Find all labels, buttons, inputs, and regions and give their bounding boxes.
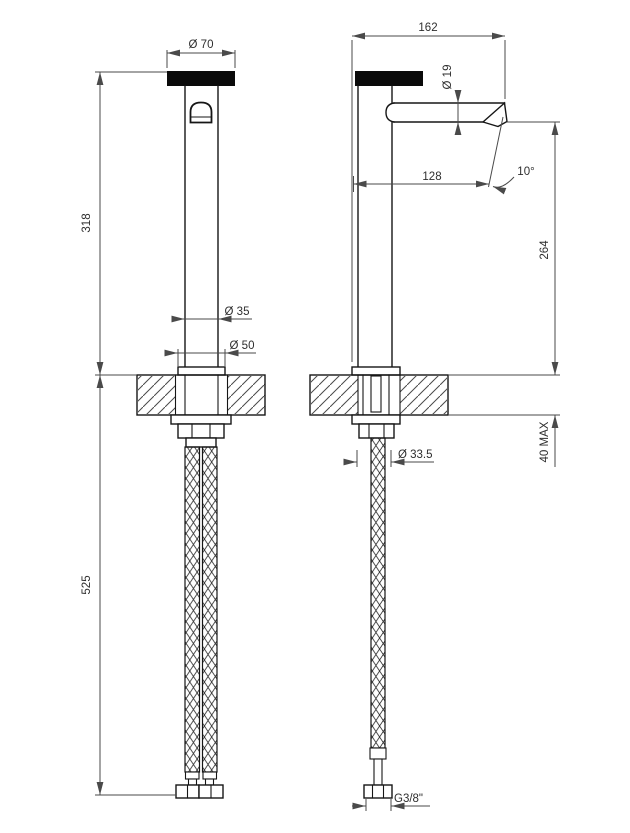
label-spout-height: 264 bbox=[539, 240, 551, 260]
front-flange bbox=[178, 367, 225, 375]
side-view bbox=[310, 22, 560, 811]
dim-hose-length-525 bbox=[81, 375, 176, 795]
front-body bbox=[185, 86, 218, 367]
side-cap bbox=[355, 71, 423, 86]
side-flange bbox=[352, 367, 400, 375]
label-deck-thickness: 40 MAX bbox=[539, 421, 551, 463]
dim-height-318 bbox=[81, 72, 167, 375]
dim-hole-diameter-33-5 bbox=[344, 449, 434, 467]
side-hose-nut bbox=[364, 785, 392, 798]
spout-tip-aerator bbox=[483, 103, 507, 127]
side-body bbox=[358, 86, 392, 367]
side-mounting-nut bbox=[352, 415, 400, 438]
label-cap-diameter: Ø 70 bbox=[188, 39, 214, 51]
dim-base-diameter-50 bbox=[169, 340, 256, 366]
label-spout-reach: 128 bbox=[422, 171, 442, 183]
side-supply-hose bbox=[370, 438, 386, 785]
front-deck-section bbox=[137, 375, 265, 415]
label-base-diameter: Ø 50 bbox=[229, 340, 255, 352]
label-hose-length: 525 bbox=[81, 575, 93, 595]
label-body-diameter: Ø 35 bbox=[224, 306, 250, 318]
front-view bbox=[81, 39, 265, 798]
label-connection-thread: G3/8" bbox=[394, 793, 424, 805]
front-cap bbox=[167, 71, 235, 86]
side-deck-section bbox=[310, 375, 560, 415]
dim-cap-diameter bbox=[167, 39, 235, 68]
side-spout bbox=[386, 103, 507, 187]
label-front-height: 318 bbox=[81, 213, 93, 233]
dim-body-diameter-35 bbox=[176, 306, 252, 319]
label-spout-diameter: Ø 19 bbox=[442, 64, 454, 90]
front-hose-nuts bbox=[176, 785, 223, 798]
dim-angle-10 bbox=[493, 166, 535, 187]
front-lever bbox=[191, 103, 212, 123]
label-hole-diameter: Ø 33.5 bbox=[398, 449, 433, 461]
front-supply-hoses bbox=[185, 447, 217, 785]
dim-deck-thickness-40 bbox=[539, 415, 555, 467]
front-mounting-nut bbox=[171, 415, 231, 447]
dim-spout-diameter-19 bbox=[442, 65, 458, 135]
dim-reach-128 bbox=[354, 171, 490, 192]
label-total-depth: 162 bbox=[418, 22, 438, 34]
spout-angle-line bbox=[489, 117, 504, 187]
label-spout-angle: 10° bbox=[517, 166, 535, 178]
dim-height-264 bbox=[507, 122, 560, 375]
